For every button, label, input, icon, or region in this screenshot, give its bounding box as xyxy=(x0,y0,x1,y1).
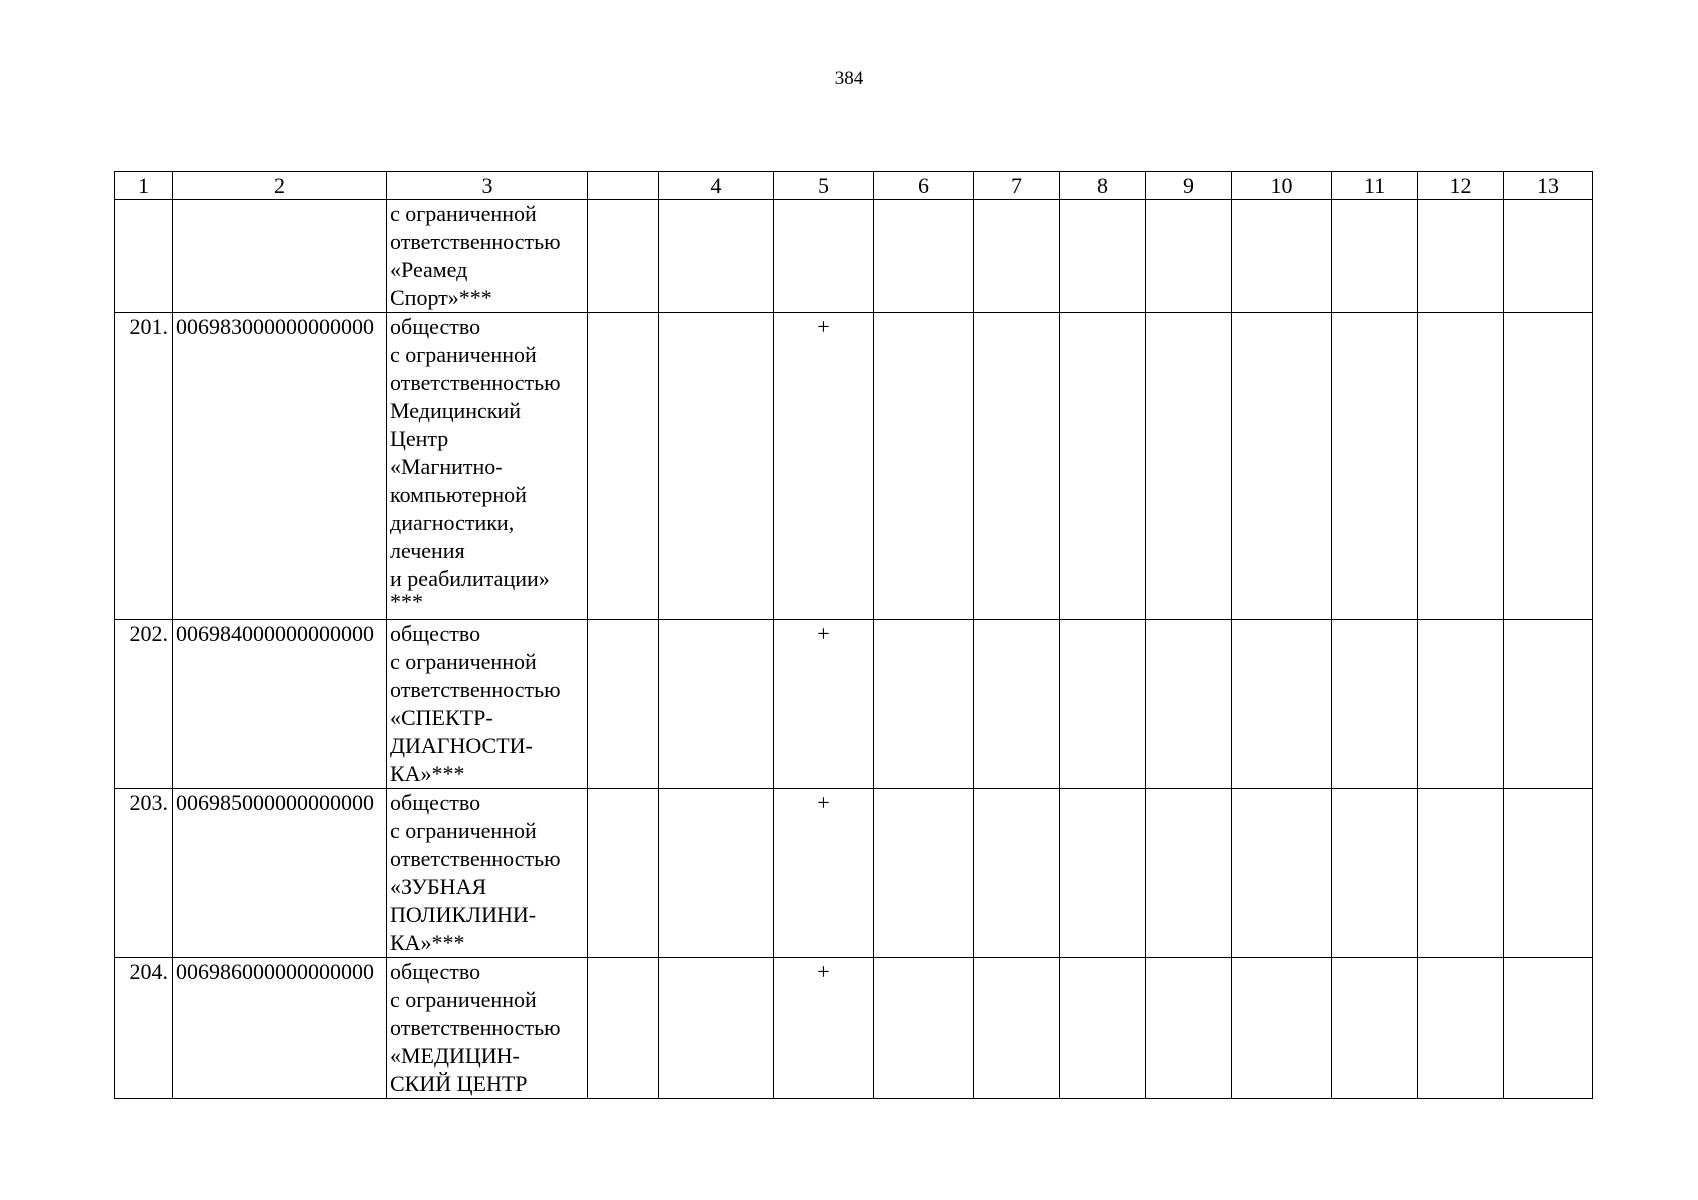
name-line: с ограниченной xyxy=(390,201,537,226)
name-line: общество xyxy=(390,959,481,984)
name-line: ПОЛИКЛИНИ- xyxy=(390,902,537,927)
empty-cell xyxy=(1332,789,1418,958)
table-row xyxy=(115,789,1593,958)
empty-cell xyxy=(1418,620,1504,789)
page-number: 384 xyxy=(834,68,864,89)
column-5-mark: + xyxy=(774,620,874,789)
empty-cell xyxy=(588,200,659,313)
column-header xyxy=(588,172,659,200)
column-header: 9 xyxy=(1146,172,1232,200)
empty-cell xyxy=(1146,313,1232,620)
column-number-row xyxy=(115,172,1593,200)
column-header: 10 xyxy=(1232,172,1332,200)
column-header: 8 xyxy=(1060,172,1146,200)
row-number: 201. xyxy=(115,313,173,620)
empty-cell xyxy=(659,958,774,1099)
name-line: *** xyxy=(390,589,423,614)
empty-cell xyxy=(1232,958,1332,1099)
column-header: 5 xyxy=(774,172,874,200)
empty-cell xyxy=(1332,313,1418,620)
empty-cell xyxy=(659,313,774,620)
name-line: Центр xyxy=(390,426,449,451)
empty-cell xyxy=(1332,958,1418,1099)
empty-cell xyxy=(1504,789,1593,958)
name-line: ответственностью xyxy=(390,846,561,871)
empty-cell xyxy=(874,620,974,789)
column-header: 1 xyxy=(115,172,173,200)
name-line: общество xyxy=(390,621,481,646)
name-line: Спорт»*** xyxy=(390,285,492,310)
empty-cell xyxy=(1060,620,1146,789)
column-5-mark: + xyxy=(774,313,874,620)
name-line: КА»*** xyxy=(390,761,465,786)
column-header: 13 xyxy=(1504,172,1593,200)
name-line: ДИАГНОСТИ- xyxy=(390,733,533,758)
table-row xyxy=(115,620,1593,789)
column-header: 2 xyxy=(173,172,387,200)
empty-cell xyxy=(1504,200,1593,313)
column-5-mark: + xyxy=(774,958,874,1099)
column-header: 3 xyxy=(387,172,588,200)
empty-cell xyxy=(1146,789,1232,958)
empty-cell xyxy=(1332,200,1418,313)
empty-cell xyxy=(974,958,1060,1099)
name-line: лечения xyxy=(390,538,465,563)
name-line: с ограниченной xyxy=(390,342,537,367)
empty-cell xyxy=(974,620,1060,789)
empty-cell xyxy=(1418,313,1504,620)
name-line: и реабилитации» xyxy=(390,566,550,591)
column-5-mark: + xyxy=(774,789,874,958)
row-code: 006986000000000000 xyxy=(173,958,387,1099)
name-line: «Магнитно- xyxy=(390,454,503,479)
empty-cell xyxy=(1060,200,1146,313)
name-line: общество xyxy=(390,314,481,339)
empty-cell xyxy=(1504,620,1593,789)
empty-cell xyxy=(588,958,659,1099)
empty-cell xyxy=(1060,313,1146,620)
column-header: 4 xyxy=(659,172,774,200)
empty-cell xyxy=(588,313,659,620)
column-header: 11 xyxy=(1332,172,1418,200)
row-number: 202. xyxy=(115,620,173,789)
row-code xyxy=(173,200,387,313)
row-number xyxy=(115,200,173,313)
empty-cell xyxy=(1232,313,1332,620)
empty-cell xyxy=(974,313,1060,620)
column-header: 12 xyxy=(1418,172,1504,200)
empty-cell xyxy=(1332,620,1418,789)
name-line: СКИЙ ЦЕНТР xyxy=(390,1071,528,1096)
name-line: с ограниченной xyxy=(390,818,537,843)
name-line: ответственностью xyxy=(390,677,561,702)
table-row xyxy=(115,313,1593,620)
empty-cell xyxy=(1232,789,1332,958)
empty-cell xyxy=(1504,313,1593,620)
name-line: КА»*** xyxy=(390,930,465,955)
empty-cell xyxy=(1232,620,1332,789)
empty-cell xyxy=(659,200,774,313)
empty-cell xyxy=(1146,200,1232,313)
empty-cell xyxy=(659,789,774,958)
name-line: с ограниченной xyxy=(390,649,537,674)
row-code: 006984000000000000 xyxy=(173,620,387,789)
empty-cell xyxy=(874,313,974,620)
column-header: 6 xyxy=(874,172,974,200)
registry-table xyxy=(114,171,1593,1099)
name-line: диагностики, xyxy=(390,510,515,535)
name-line: Медицинский xyxy=(390,398,522,423)
empty-cell xyxy=(659,620,774,789)
empty-cell xyxy=(588,789,659,958)
empty-cell xyxy=(1146,620,1232,789)
name-line: общество xyxy=(390,790,481,815)
table-row xyxy=(115,200,1593,313)
empty-cell xyxy=(874,958,974,1099)
empty-cell xyxy=(1504,958,1593,1099)
name-line: ответственностью xyxy=(390,1015,561,1040)
column-5-mark xyxy=(774,200,874,313)
empty-cell xyxy=(1418,789,1504,958)
empty-cell xyxy=(974,200,1060,313)
name-line: ответственностью xyxy=(390,229,561,254)
organization-name xyxy=(387,313,588,620)
empty-cell xyxy=(1060,789,1146,958)
name-line: «МЕДИЦИН- xyxy=(390,1043,520,1068)
row-code: 006983000000000000 xyxy=(173,313,387,620)
organization-name xyxy=(387,958,588,1099)
empty-cell xyxy=(588,620,659,789)
organization-name xyxy=(387,789,588,958)
name-line: ответственностью xyxy=(390,370,561,395)
column-header: 7 xyxy=(974,172,1060,200)
empty-cell xyxy=(874,789,974,958)
empty-cell xyxy=(1418,958,1504,1099)
empty-cell xyxy=(874,200,974,313)
empty-cell xyxy=(1418,200,1504,313)
empty-cell xyxy=(1060,958,1146,1099)
organization-name xyxy=(387,620,588,789)
name-line: с ограниченной xyxy=(390,987,537,1012)
empty-cell xyxy=(974,789,1060,958)
row-code: 006985000000000000 xyxy=(173,789,387,958)
name-line: компьютерной xyxy=(390,482,527,507)
name-line: «ЗУБНАЯ xyxy=(390,874,487,899)
table-row xyxy=(115,958,1593,1099)
empty-cell xyxy=(1146,958,1232,1099)
name-line: «Реамед xyxy=(390,257,468,282)
row-number: 204. xyxy=(115,958,173,1099)
name-line: «СПЕКТР- xyxy=(390,705,493,730)
empty-cell xyxy=(1232,200,1332,313)
organization-name xyxy=(387,200,588,313)
row-number: 203. xyxy=(115,789,173,958)
